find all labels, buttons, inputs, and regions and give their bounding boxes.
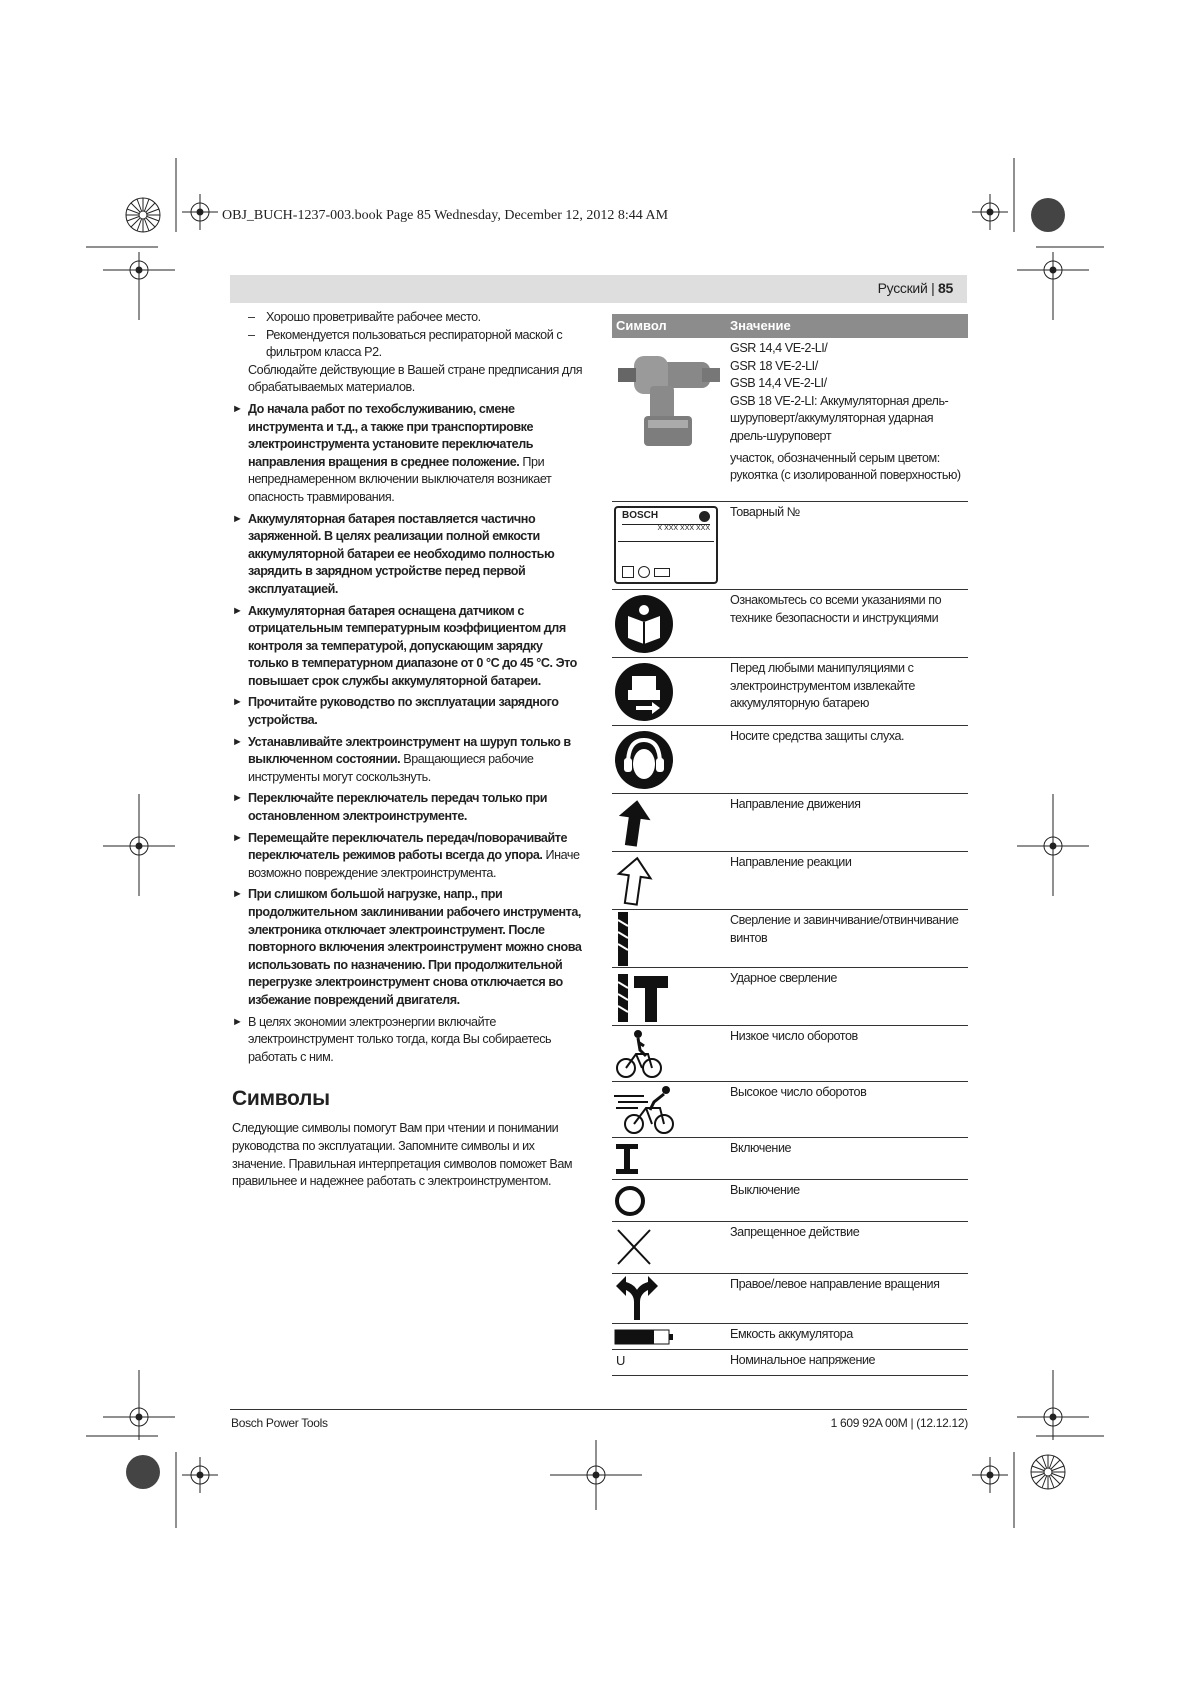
dash-item-respirator: – Рекомендуется пользоваться респираторной маской с фильтром класса P2.: [244, 327, 584, 362]
table-row-battery-capacity: [612, 1324, 968, 1350]
remove-battery-icon: [614, 662, 674, 722]
footer-publisher: Bosch Power Tools: [231, 1416, 328, 1430]
bullet-energy-saving: ► В целях экономии электроэнергии включайте электроинструмент только тогда, когда Вы собираетесь работать с ним.: [232, 1014, 552, 1064]
page-header: [230, 275, 967, 303]
prohibited-icon: [614, 1226, 654, 1268]
off-symbol-icon: [614, 1184, 648, 1218]
section-title-symbols: Символы: [232, 1087, 330, 1111]
meaning-ear-protection: Носите средства защиты слуха.: [730, 729, 905, 743]
meaning-reaction: Направление реакции: [730, 855, 852, 869]
meaning-tool: [730, 340, 968, 485]
meaning-remove-battery: Перед любыми манипуляциями с электроинструментом извлекайте аккумуляторную батарею: [730, 661, 915, 711]
regulations-paragraph: Соблюдайте действующие в Вашей стране предписания для обрабатываемых материалов.: [248, 362, 583, 395]
drill-bit-icon: [614, 912, 634, 966]
table-row-prohibited: [612, 1222, 968, 1274]
on-symbol-icon: [614, 1142, 644, 1176]
meaning-nameplate: Товарный №: [730, 505, 800, 519]
meaning-low-speed: Низкое число оборотов: [730, 1029, 858, 1043]
left-column: [232, 309, 584, 1191]
table-row-tool: [612, 338, 968, 502]
bullet-overload: ► При слишком большой нагрузке, напр., при продолжительном заклинивании рабочего инструмента, электроника отключает электроинструмент. После повторного включения электроинструмент можно снова использовать по назначению. При продолжительной перегрузке электроинструмент снова отключается во избежание повреждений двигателя.: [232, 887, 582, 1007]
table-row-reaction: [612, 852, 968, 910]
table-row-rotation: [612, 1274, 968, 1324]
header-language: Русский | 85: [877, 280, 953, 296]
meaning-off: Выключение: [730, 1183, 800, 1197]
bullet-mode-switch: ► Перемещайте переключатель передач/поворачивайте переключатель режимов работы всегда до упора. Иначе возможно повреждение электроинструмента.: [232, 830, 580, 880]
table-row-hammer-drill: [612, 968, 968, 1026]
bullet-charger-manual: ► Прочитайте руководство по эксплуатации зарядного устройства.: [232, 695, 559, 728]
meaning-tool-grip: участок, обозначенный серым цветом: рукоятка (с изолированной поверхностью): [730, 450, 961, 483]
bullet-switched-off: ► Устанавливайте электроинструмент на шуруп только в выключенном состоянии. Вращающиеся рабочие инструменты могут соскользнуть.: [232, 734, 571, 784]
rotation-direction-icon: [614, 1276, 660, 1322]
battery-capacity-icon: [614, 1329, 674, 1345]
table-row-voltage: [612, 1350, 968, 1376]
movement-arrow-icon: [614, 798, 654, 848]
footer-rule: [230, 1409, 967, 1410]
meaning-movement: Направление движения: [730, 797, 861, 811]
bullet-gear-selector: ► Переключайте переключатель передач только при остановленном электроинструменте.: [232, 791, 548, 824]
meaning-battery-capacity: Емкость аккумулятора: [730, 1327, 853, 1341]
voltage-icon: U: [616, 1353, 626, 1368]
reaction-arrow-icon: [614, 856, 654, 906]
symbols-intro: Следующие символы помогут Вам при чтении и понимании руководства по эксплуатации. Запомните символы и их значение. Правильная интерпретация символов поможет Вам правильнее и надежнее работать с электроинструментом.: [232, 1121, 573, 1189]
meaning-prohibited: Запрещенное действие: [730, 1225, 860, 1239]
table-row-drilling: [612, 910, 968, 968]
bullet-ntc-sensor: ► Аккумуляторная батарея оснащена датчиком с отрицательным температурным коэффициентом для контроля за температурой, допускающим зарядку только в температурном диапазоне от 0 °C до 45 °C. Это повышает срок службы аккумуляторной батареи.: [232, 603, 577, 688]
symbol-table: [612, 314, 968, 1394]
meaning-voltage: Номинальное напряжение: [730, 1353, 876, 1367]
meaning-high-speed: Высокое число оборотов: [730, 1085, 867, 1099]
footer-doc-number: 1 609 92A 00M | (12.12.12): [830, 1416, 968, 1430]
meaning-read-manual: Ознакомьтесь со всеми указаниями по технике безопасности и инструкциями: [730, 593, 942, 625]
drill-icon: [614, 342, 722, 452]
meaning-tool-models: GSR 14,4 VE-2-LI/ GSR 18 VE-2-LI/ GSB 14,4 VE-2-LI/ GSB 18 VE-2-LI: Аккумуляторная дрель-шуруповерт/аккумуляторная ударная дрель-шуруповерт: [730, 341, 949, 443]
read-manual-icon: [614, 594, 674, 654]
meaning-hammer-drill: Ударное сверление: [730, 971, 837, 985]
table-row-ear-protection: [612, 726, 968, 794]
print-slug: OBJ_BUCH-1237-003.book Page 85 Wednesday, December 12, 2012 8:44 AM: [222, 208, 669, 223]
table-row-read-manual: [612, 590, 968, 658]
ear-protection-icon: [614, 730, 674, 790]
meaning-drilling: Сверление и завинчивание/отвинчивание винтов: [730, 913, 959, 945]
col-meaning-header: Значение: [730, 318, 791, 333]
table-header: [612, 314, 968, 338]
bullet-maintenance: ► До начала работ по техобслуживанию, смене инструмента и т.д., а также при транспортировке электроинструмента установите переключатель направления вращения в среднее положение. При непреднамеренном включении выключателя возникает опасность травмирования.: [232, 401, 552, 504]
table-row-movement: [612, 794, 968, 852]
page-number: 85: [938, 280, 953, 296]
meaning-rotation: Правое/левое направление вращения: [730, 1277, 940, 1291]
bicycle-fast-icon: [614, 1084, 684, 1136]
table-row-high-speed: [612, 1082, 968, 1138]
col-symbol-header: Символ: [616, 318, 667, 333]
table-row-low-speed: [612, 1026, 968, 1082]
bicycle-slow-icon: [614, 1028, 664, 1080]
bullet-partial-charge: ► Аккумуляторная батарея поставляется частично заряженной. В целях реализации полной емкости аккумуляторной батареи ее необходимо полностью зарядить в зарядном устройстве перед первой эксплуатацией.: [232, 511, 555, 596]
table-row-remove-battery: [612, 658, 968, 726]
dash-item-ventilate: – Хорошо проветривайте рабочее место.: [244, 309, 584, 327]
meaning-on: Включение: [730, 1141, 792, 1155]
table-row-nameplate: [612, 502, 968, 590]
table-row-on: [612, 1138, 968, 1180]
table-row-off: [612, 1180, 968, 1222]
nameplate-icon: BOSCH X XXX XXX XXX: [614, 506, 718, 584]
hammer-drill-icon: [614, 972, 670, 1024]
